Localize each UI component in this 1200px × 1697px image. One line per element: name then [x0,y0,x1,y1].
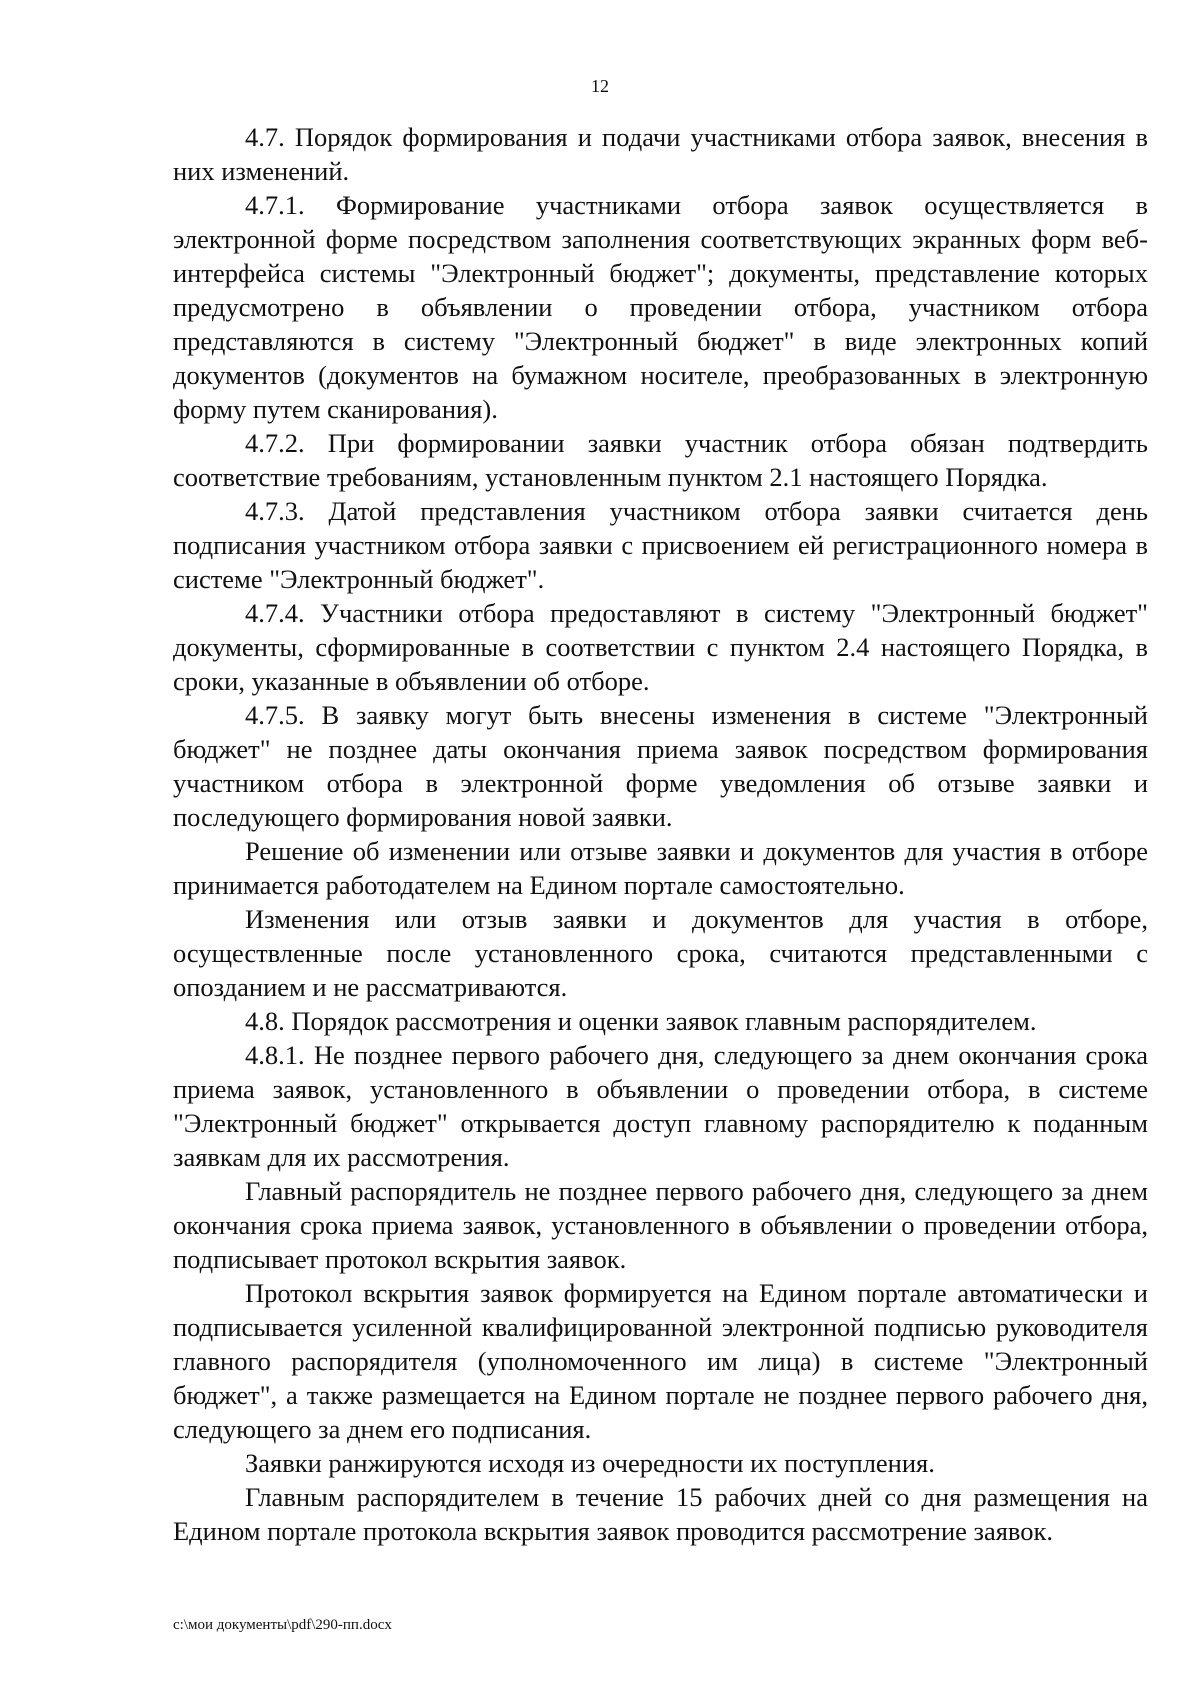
footer-file-path: c:\мои документы\pdf\290-пп.docx [173,1617,392,1633]
page-number: 12 [591,76,609,96]
paragraph-opening-protocol-signing: Главный распорядитель не позднее первого рабочего дня, следующего за днем окончания срока приема заявок, установленного в объявлении о проведении отбора, подписывает протокол вскрытия заявок. [173,1176,1148,1274]
paragraph-4-7: 4.7. Порядок формирования и подачи участниками отбора заявок, внесения в них изменений. [173,122,1148,186]
document-body [173,120,1148,1548]
paragraph-4-8: 4.8. Порядок рассмотрения и оценки заявок главным распорядителем. [245,1006,1037,1036]
paragraph-4-8-1: 4.8.1. Не позднее первого рабочего дня, следующего за днем окончания срока приема заявок, установленного в объявлении о проведении отбора, в системе "Электронный бюджет" открывается доступ главному распорядителю к поданным заявкам для их рассмотрения. [173,1040,1148,1172]
paragraph-4-7-2: 4.7.2. При формировании заявки участник отбора обязан подтвердить соответствие требованиям, установленным пунктом 2.1 настоящего Порядка. [173,428,1148,492]
paragraph-4-7-5: 4.7.5. В заявку могут быть внесены изменения в системе "Электронный бюджет" не позднее даты окончания приема заявок посредством формирования участником отбора в электронной форме уведомления об отзыве заявки и последующего формирования новой заявки. [173,700,1148,832]
paragraph-late-changes: Изменения или отзыв заявки и документов для участия в отборе, осуществленные после установленного срока, считаются представленными с опозданием и не рассматриваются. [173,904,1148,1002]
paragraph-ranking: Заявки ранжируются исходя из очередности их поступления. [245,1448,935,1478]
paragraph-4-7-4: 4.7.4. Участники отбора предоставляют в систему "Электронный бюджет" документы, сформированные в соответствии с пунктом 2.4 настоящего Порядка, в сроки, указанные в объявлении об отборе. [173,598,1148,696]
paragraph-review-period: Главным распорядителем в течение 15 рабочих дней со дня размещения на Едином портале протокола вскрытия заявок проводится рассмотрение заявок. [173,1482,1148,1546]
paragraph-4-7-1: 4.7.1. Формирование участниками отбора заявок осуществляется в электронной форме посредством заполнения соответствующих экранных форм веб-интерфейса системы "Электронный бюджет"; документы, представление которых предусмотрено в объявлении о проведении отбора, участником отбора представляются в систему "Электронный бюджет" в виде электронных копий документов (документов на бумажном носителе, преобразованных в электронную форму путем сканирования). [173,190,1148,424]
paragraph-decision-on-change: Решение об изменении или отзыве заявки и документов для участия в отборе принимается работодателем на Едином портале самостоятельно. [173,836,1148,900]
paragraph-4-7-3: 4.7.3. Датой представления участником отбора заявки считается день подписания участником отбора заявки с присвоением ей регистрационного номера в системе "Электронный бюджет". [173,496,1148,594]
paragraph-opening-protocol-formation: Протокол вскрытия заявок формируется на Едином портале автоматически и подписывается усиленной квалифицированной электронной подписью руководителя главного распорядителя (уполномоченного им лица) в системе "Электронный бюджет", а также размещается на Едином портале не позднее первого рабочего дня, следующего за днем его подписания. [173,1278,1148,1444]
